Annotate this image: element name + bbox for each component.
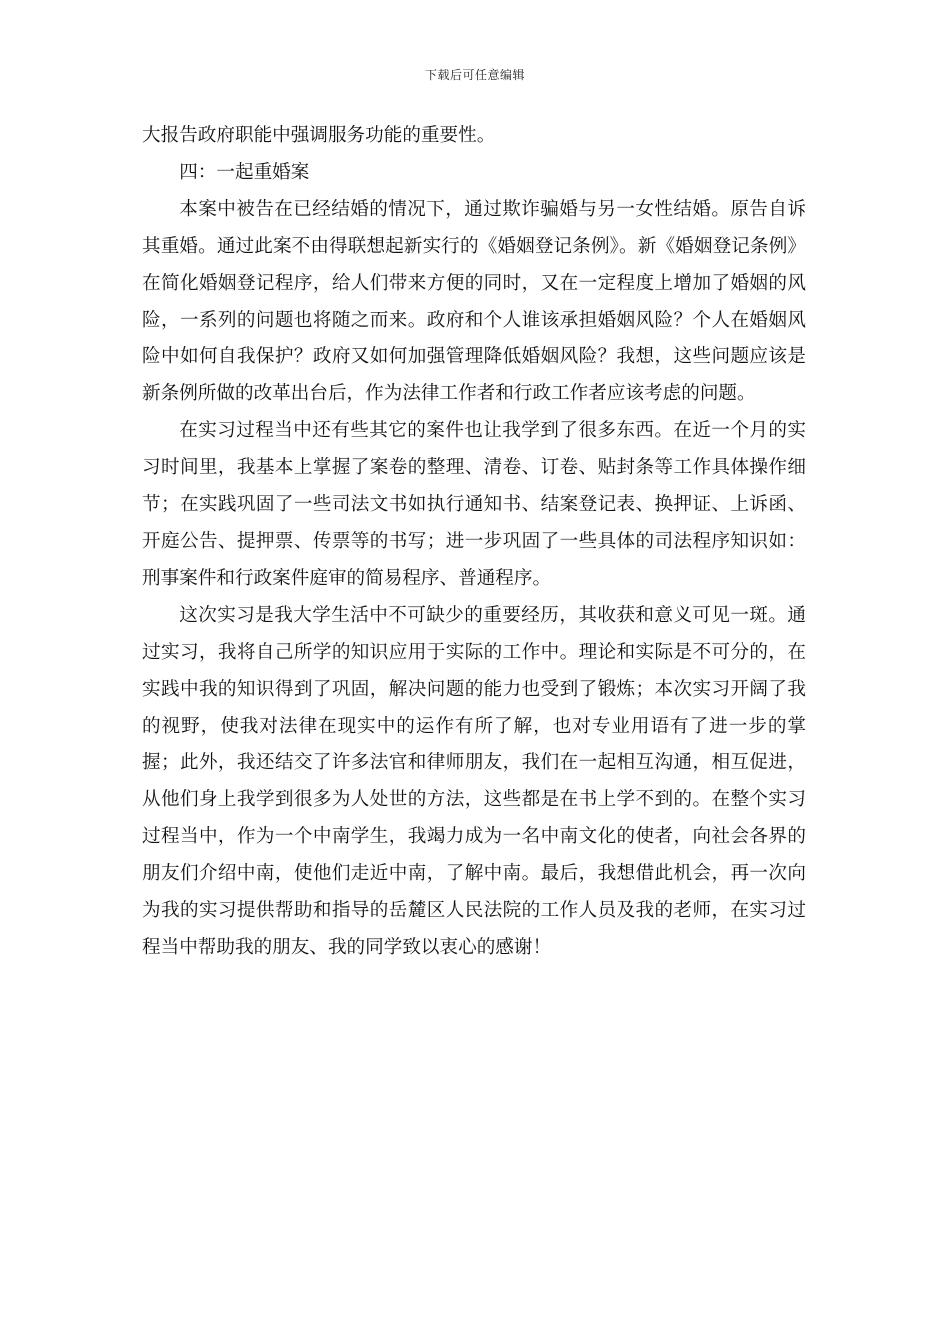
- paragraph-bigamy-case: 本案中被告在已经结婚的情况下，通过欺诈骗婚与另一女性结婚。原告自诉其重婚。通过此案不由得联想起新实行的《婚姻登记条例》。新《婚姻登记条例》在简化婚姻登记程序，给人们带来方便的同时，又在一定程度上增加了婚姻的风险，一系列的问题也将随之而来。政府和个人谁该承担婚姻风险？个人在婚姻风险中如何自我保护？政府又如何加强管理降低婚姻风险？我想，这些问题应该是新条例所做的改革出台后，作为法律工作者和行政工作者应该考虑的问题。: [142, 198, 806, 405]
- paragraph-other-cases: 在实习过程当中还有些其它的案件也让我学到了很多东西。在近一个月的实习时间里，我基本上掌握了案卷的整理、清卷、订卷、贴封条等工作具体操作细节；在实践巩固了一些司法文书如执行通知书、结案登记表、换押证、上诉函、开庭公告、提押票、传票等的书写；进一步巩固了一些具体的司法程序知识如：刑事案件和行政案件庭审的简易程序、普通程序。: [142, 420, 806, 589]
- section-heading: 四：一起重婚案: [179, 161, 310, 183]
- continuation-paragraph: 大报告政府职能中强调服务功能的重要性。: [142, 125, 496, 146]
- document-body: [142, 118, 806, 967]
- page-header: 下载后可任意编辑: [424, 68, 525, 82]
- paragraph-conclusion: 这次实习是我大学生活中不可缺少的重要经历，其收获和意义可见一斑。通过实习，我将自己所学的知识应用于实际的工作中。理论和实际是不可分的，在实践中我的知识得到了巩固，解决问题的能力也受到了锻炼；本次实习开阔了我的视野，使我对法律在现实中的运作有所了解，也对专业用语有了进一步的掌握；此外，我还结交了许多法官和律师朋友，我们在一起相互沟通，相互促进，从他们身上我学到很多为人处世的方法，这些都是在书上学不到的。在整个实习过程当中，作为一个中南学生，我竭力成为一名中南文化的使者，向社会各界的朋友们介绍中南，使他们走近中南，了解中南。最后，我想借此机会，再一次向为我的实习提供帮助和指导的岳麓区人民法院的工作人员及我的老师，在实习过程当中帮助我的朋友、我的同学致以衷心的感谢！: [142, 604, 806, 958]
